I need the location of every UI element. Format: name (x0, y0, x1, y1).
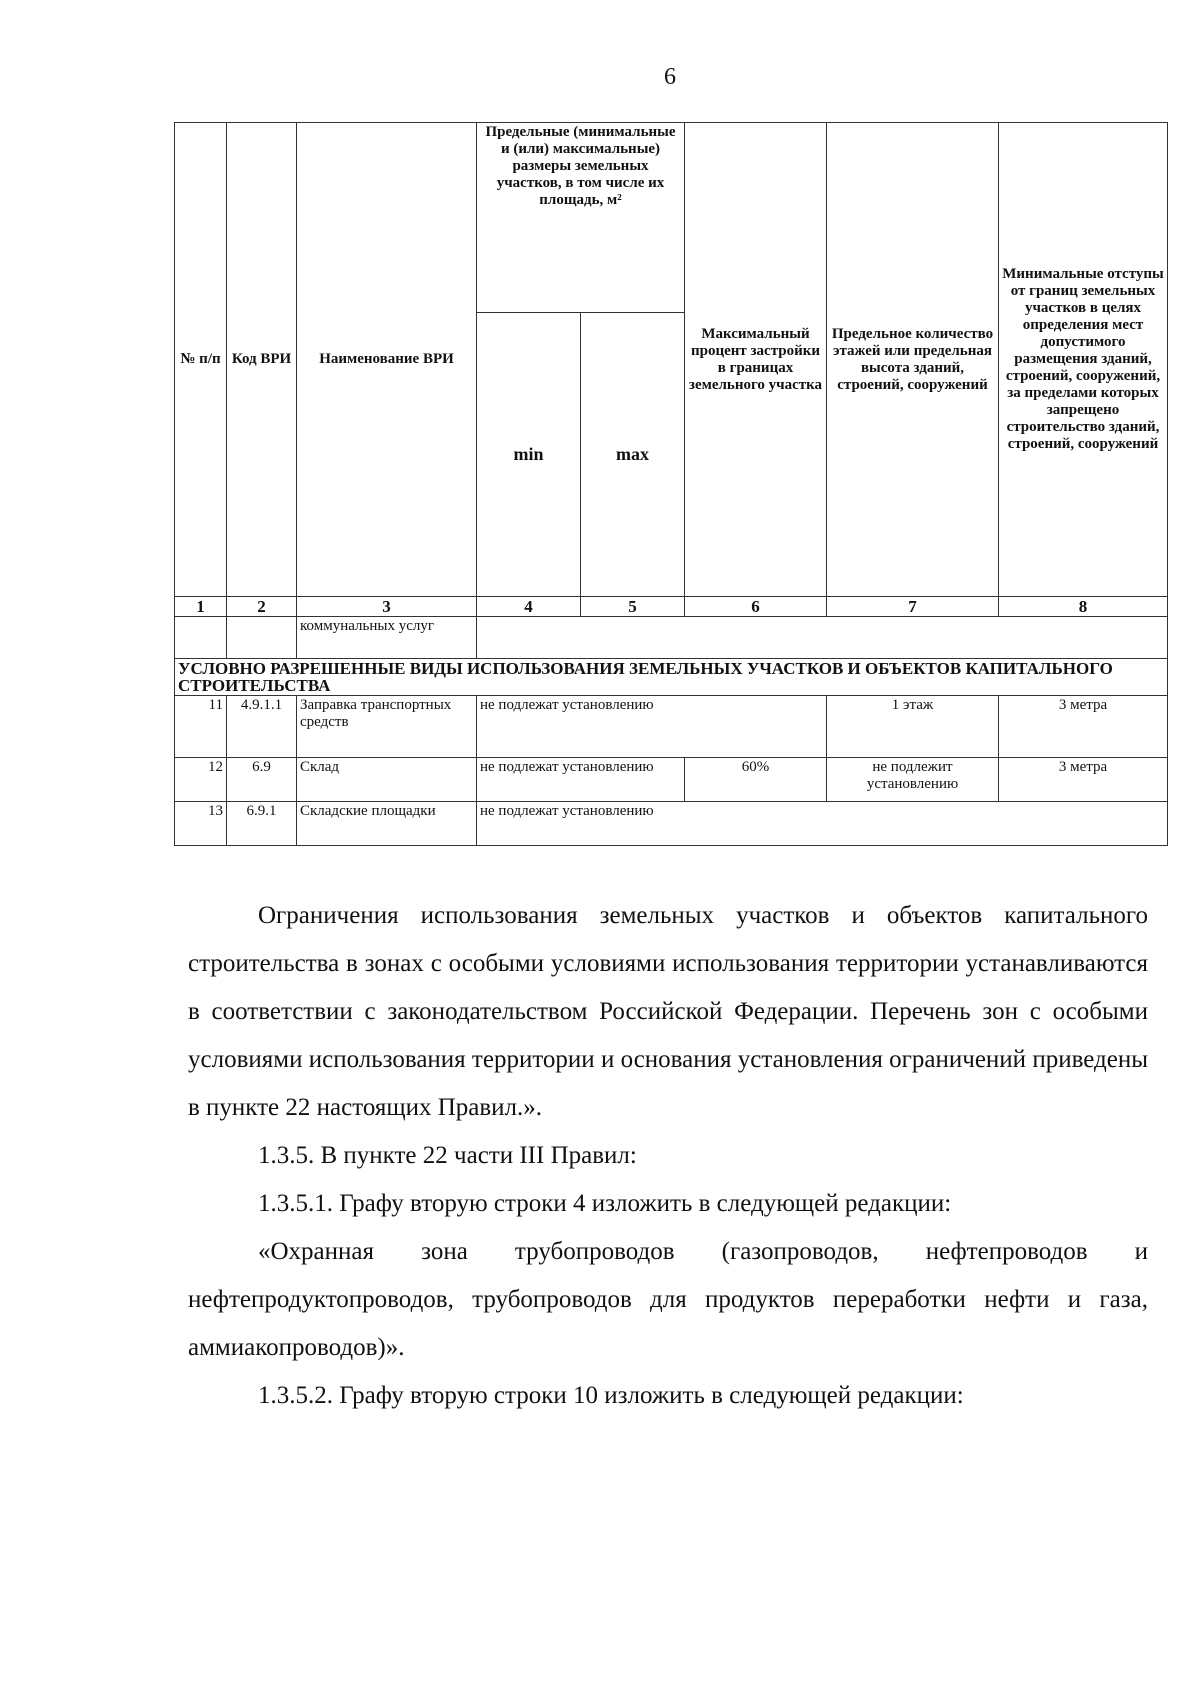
cell-name: Склад (297, 758, 477, 802)
cell-name: коммунальных услуг (297, 617, 477, 659)
column-number: 7 (827, 597, 999, 617)
cell-num: 13 (175, 802, 227, 846)
cell-sizes: не подлежат установлению (477, 696, 827, 758)
cell-name: Заправка транспортных средств (297, 696, 477, 758)
table-row (175, 617, 1168, 659)
cell-sizes: не подлежат установлению (477, 802, 1168, 846)
header-code: Код ВРИ (227, 123, 297, 597)
cell-setbacks: 3 метра (999, 758, 1168, 802)
cell-num (175, 617, 227, 659)
header-min: min (477, 313, 581, 597)
cell-floors: не подлежит установлению (827, 758, 999, 802)
column-number-row (175, 597, 1168, 617)
paragraph: 1.3.5. В пункте 22 части III Правил: (258, 1142, 637, 1169)
column-number: 8 (999, 597, 1168, 617)
cell-code (227, 617, 297, 659)
section-header-row (175, 659, 1168, 696)
column-number: 3 (297, 597, 477, 617)
header-name: Наименование ВРИ (297, 123, 477, 597)
header-max: max (581, 313, 685, 597)
paragraph: 1.3.5.2. Графу вторую строки 10 изложить в следующей редакции: (258, 1382, 964, 1409)
page-number: 6 (664, 64, 676, 90)
column-number: 4 (477, 597, 581, 617)
column-number: 1 (175, 597, 227, 617)
cell-setbacks: 3 метра (999, 696, 1168, 758)
cell-floors: 1 этаж (827, 696, 999, 758)
header-setbacks: Минимальные отступы от границ земельных участков в целях определения мест допустимого размещения зданий, строений, сооружений, за пределами которых запрещено строительство зданий, строений, сооружений (999, 123, 1168, 597)
table-row (175, 696, 1168, 758)
land-use-table (174, 122, 1168, 846)
table-row (175, 758, 1168, 802)
cell-name: Складские площадки (297, 802, 477, 846)
cell-code: 6.9.1 (227, 802, 297, 846)
cell-sizes: не подлежат установлению (477, 758, 685, 802)
header-num: № п/п (175, 123, 227, 597)
header-percent: Максимальный процент застройки в границах земельного участка (685, 123, 827, 597)
column-number: 6 (685, 597, 827, 617)
paragraph: «Охранная зона трубопроводов (газопроводов, нефтепроводов и нефтепродуктопроводов, трубопроводов для продуктов переработки нефти и газа, аммиакопроводов)». (188, 1238, 1148, 1361)
cell-num: 11 (175, 696, 227, 758)
body-text (188, 892, 1148, 1420)
paragraph: 1.3.5.1. Графу вторую строки 4 изложить в следующей редакции: (258, 1190, 952, 1217)
cell-code: 4.9.1.1 (227, 696, 297, 758)
header-sizes: Предельные (минимальные и (или) максимальные) размеры земельных участков, в том числе их площадь, м² (477, 123, 685, 313)
cell-code: 6.9 (227, 758, 297, 802)
table-header-row (175, 123, 1168, 313)
header-floors: Предельное количество этажей или предельная высота зданий, строений, сооружений (827, 123, 999, 597)
column-number: 2 (227, 597, 297, 617)
section-title: УСЛОВНО РАЗРЕШЕННЫЕ ВИДЫ ИСПОЛЬЗОВАНИЯ ЗЕМЕЛЬНЫХ УЧАСТКОВ И ОБЪЕКТОВ КАПИТАЛЬНОГО СТРОИТЕЛЬСТВА (175, 659, 1168, 696)
paragraph: Ограничения использования земельных участков и объектов капитального строительства в зонах с особыми условиями использования территории устанавливаются в соответствии с законодательством Российской Федерации. Перечень зон с особыми условиями использования территории и основания установления ограничений приведены в пункте 22 настоящих Правил.». (188, 902, 1148, 1121)
cell-percent: 60% (685, 758, 827, 802)
cell-num: 12 (175, 758, 227, 802)
table-row (175, 802, 1168, 846)
cell-empty (477, 617, 1168, 659)
column-number: 5 (581, 597, 685, 617)
